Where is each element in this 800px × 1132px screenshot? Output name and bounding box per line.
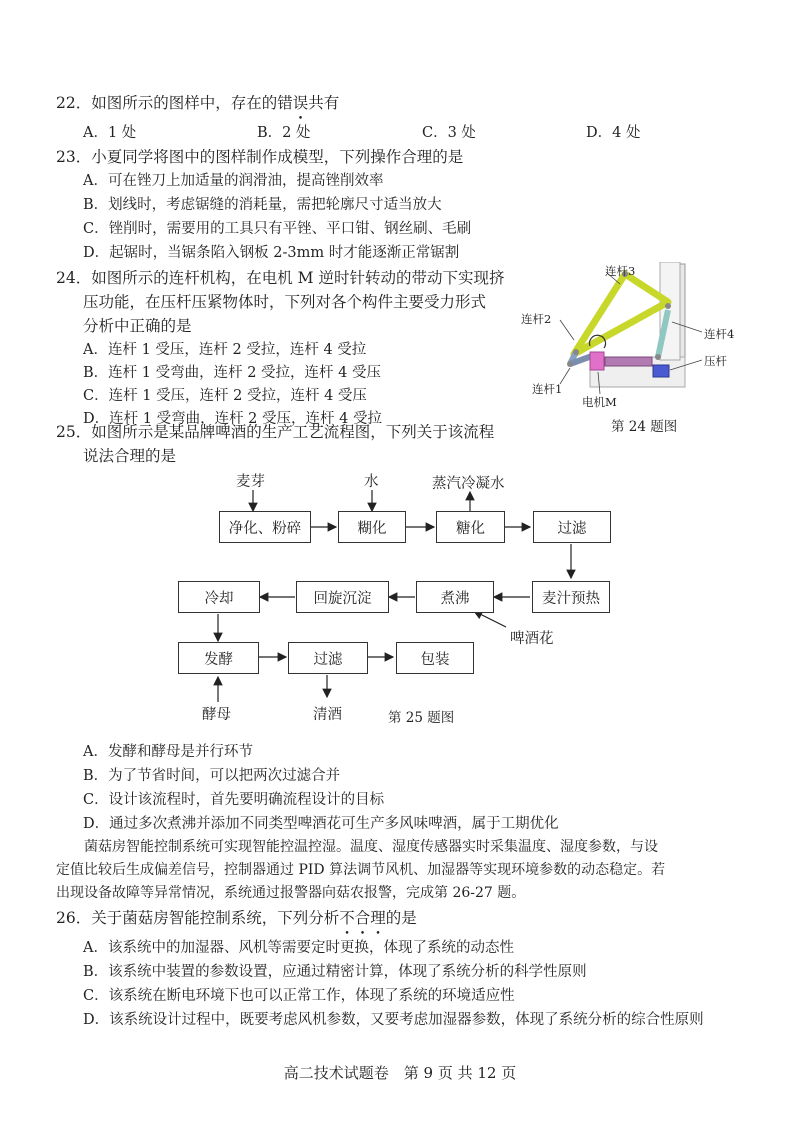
q24-option-d: D．连杆 1 受弯曲，连杆 2 受压，连杆 4 受拉 [83, 411, 382, 427]
q26-stem: 26．关于菌菇房智能控制系统，下列分析不合理的是 [56, 909, 417, 927]
step-boil: 煮沸 [416, 581, 494, 613]
q22-option-b: B．2 处 [257, 125, 311, 141]
q25-stem-line-2: 说法合理的是 [83, 447, 177, 465]
input-hops: 啤酒花 [510, 631, 554, 647]
label-rod3: 连杆3 [605, 264, 636, 278]
q25-option-c: C．设计该流程时，首先要明确流程设计的目标 [83, 792, 385, 808]
q26-option-b: B．该系统中装置的参数设置，应通过精密计算，体现了系统分析的科学性原则 [83, 964, 587, 980]
intro-line-3: 出现设备故障等异常情况，系统通过报警器向菇农报警，完成第 26-27 题。 [56, 885, 526, 901]
input-water: 水 [364, 474, 379, 490]
output-clear-beer: 清酒 [313, 707, 342, 723]
q24-stem-line-1: 24．如图所示的连杆机构，在电机 M 逆时针转动的带动下实现挤 [56, 269, 505, 287]
q26-option-c: C．该系统在断电环境下也可以正常工作，体现了系统的环境适应性 [83, 988, 515, 1004]
q22-option-a: A．1 处 [83, 125, 137, 141]
q22-option-d: D．4 处 [586, 125, 641, 141]
input-yeast: 酵母 [202, 707, 231, 723]
step-package: 包装 [396, 642, 474, 674]
q26-option-d: D．该系统设计过程中，既要考虑风机参数，又要考虑加湿器参数，体现了系统分析的综合性原则 [83, 1012, 704, 1028]
q24-stem-line-2: 压功能，在压杆压紧物体时，下列对各个构件主要受力形式 [83, 293, 487, 311]
q23-option-b: B．划线时，考虑锯缝的消耗量，需把轮廓尺寸适当放大 [83, 197, 442, 213]
q24-option-b: B．连杆 1 受弯曲，连杆 2 受拉，连杆 4 受压 [83, 365, 381, 381]
q25-option-d: D．通过多次煮沸并添加不同类型啤酒花可生产多风味啤酒，属于工期优化 [83, 816, 559, 832]
q22-emphasis: 误 [292, 94, 309, 112]
step-cool: 冷却 [178, 581, 260, 613]
q26-option-a: A．该系统中的加湿器、风机等需要定时更换，体现了系统的动态性 [83, 940, 514, 956]
step-ferment: 发酵 [178, 642, 259, 674]
q23-option-d: D．起锯时，当锯条陷入钢板 2-3mm 时才能逐渐正常锯割 [83, 245, 460, 261]
step-whirlpool: 回旋沉淀 [296, 581, 389, 613]
q22-stem: 22．如图所示的图样中，存在的错误共有 [56, 91, 339, 113]
q24-option-c: C．连杆 1 受压，连杆 2 受拉，连杆 4 受压 [83, 388, 367, 404]
q23-stem: 23．小夏同学将图中的图样制作成模型，下列操作合理的是 [56, 148, 464, 166]
intro-line-1: 菌菇房智能控制系统可实现智能控温控湿。温度、湿度传感器实时采集温度、湿度参数，与设 [56, 839, 658, 855]
step-purify-crush: 净化、粉碎 [219, 511, 311, 543]
q24-option-a: A．连杆 1 受压，连杆 2 受拉，连杆 4 受拉 [83, 342, 367, 358]
q25-option-b: B．为了节省时间，可以把两次过滤合并 [83, 768, 341, 784]
q23-option-a: A．可在锉刀上加适量的润滑油，提高锉削效率 [83, 173, 384, 189]
input-malt: 麦芽 [236, 474, 265, 490]
step-wort-preheat: 麦汁预热 [532, 581, 610, 613]
q23-option-c: C．锉削时，需要用的工具只有平锉、平口钳、钢丝刷、毛刷 [83, 221, 472, 237]
figure-25-caption: 第 25 题图 [388, 710, 455, 726]
q22-option-c: C．3 处 [422, 125, 476, 141]
figure-24-caption: 第 24 题图 [611, 419, 678, 435]
label-press: 压杆 [704, 354, 727, 368]
page-footer: 高二技术试题卷 第 9 页 共 12 页 [283, 1064, 517, 1082]
output-steam-condensate: 蒸汽冷凝水 [432, 476, 505, 492]
label-rod4: 连杆4 [704, 327, 735, 341]
step-gelatinize: 糊化 [338, 511, 406, 543]
step-saccharify: 糖化 [436, 511, 505, 543]
q24-stem-line-3: 分析中正确的是 [83, 317, 192, 335]
q25-stem-line-1: 25．如图所示是某品牌啤酒的生产工艺流程图，下列关于该流程 [56, 423, 495, 441]
label-rod2: 连杆2 [521, 312, 552, 326]
step-filter-2: 过滤 [288, 642, 368, 674]
label-motor: 电机M [582, 395, 617, 409]
q25-option-a: A．发酵和酵母是并行环节 [83, 744, 253, 760]
step-filter-1: 过滤 [533, 511, 611, 543]
intro-line-2: 定值比较后生成偏差信号，控制器通过 PID 算法调节风机、加湿器等实现环境参数的动态稳定。若 [56, 862, 666, 878]
label-rod1: 连杆1 [532, 382, 563, 396]
